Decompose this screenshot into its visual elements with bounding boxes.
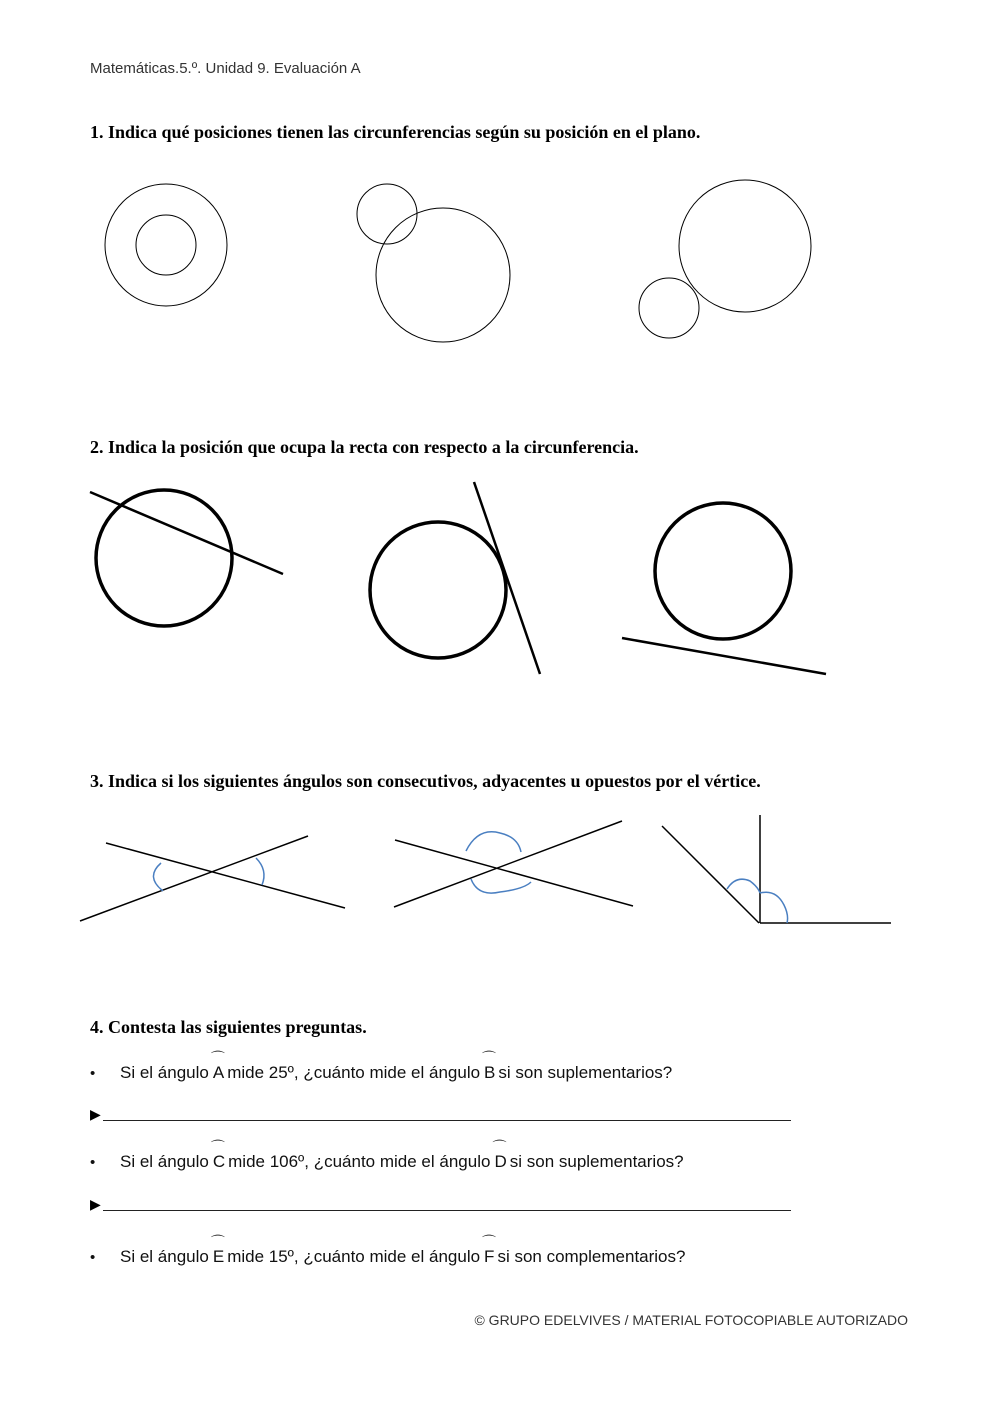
line-circle-figure bbox=[0, 470, 1000, 690]
question-4-title: 4. Contesta las siguientes preguntas. bbox=[90, 1017, 367, 1037]
concentric-outer-circle bbox=[105, 184, 227, 306]
answer-blank[interactable] bbox=[103, 1196, 791, 1211]
concentric-inner-circle bbox=[136, 215, 196, 275]
answer-line-2[interactable] bbox=[90, 1196, 791, 1211]
exterior-circle bbox=[655, 503, 791, 639]
consecutive-angle-arc-1 bbox=[727, 879, 760, 893]
tangent-line bbox=[474, 482, 540, 674]
angle-symbol-e: ⌒ E bbox=[210, 1234, 225, 1266]
adjacent-angle-arc-bottom bbox=[471, 879, 531, 893]
secant-large-circle bbox=[376, 208, 510, 342]
page-header: Matemáticas.5.º. Unidad 9. Evaluación A bbox=[90, 60, 361, 77]
circles-positions-figure bbox=[0, 160, 1000, 380]
angle-symbol-d: ⌒ D bbox=[492, 1139, 507, 1171]
arrow-icon: ▶ bbox=[90, 1196, 101, 1212]
question-4c: • Si el ángulo ⌒ E mide 15º, ¿cuánto mide el ángulo ⌒ F si son complementarios? bbox=[90, 1234, 686, 1266]
exterior-line bbox=[622, 638, 826, 674]
secant-circle bbox=[96, 490, 232, 626]
secant-line bbox=[90, 492, 283, 574]
angle-symbol-a: ⌒ A bbox=[210, 1050, 225, 1082]
bullet-point: • bbox=[90, 1248, 96, 1266]
tangent-large-circle bbox=[679, 180, 811, 312]
angle-symbol-c: ⌒ C bbox=[210, 1139, 226, 1171]
question-2-title: 2. Indica la posición que ocupa la recta con respecto a la circunferencia. bbox=[90, 437, 639, 457]
question-4a: • Si el ángulo ⌒ A mide 25º, ¿cuánto mide el ángulo ⌒ B si son suplementarios? bbox=[90, 1050, 673, 1082]
answer-line-1[interactable] bbox=[90, 1106, 791, 1121]
angle-symbol-b: ⌒ B bbox=[482, 1050, 497, 1082]
tangent-circle bbox=[370, 522, 506, 658]
footer-copyright: © GRUPO EDELVIVES / MATERIAL FOTOCOPIABLE AUTORIZADO bbox=[474, 1312, 908, 1328]
angle-symbol-f: ⌒ F bbox=[482, 1234, 497, 1266]
consecutive-angle-arc-2 bbox=[760, 892, 788, 923]
question-3-title: 3. Indica si los siguientes ángulos son consecutivos, adyacentes u opuestos por el vértice. bbox=[90, 771, 761, 791]
question-4b: • Si el ángulo ⌒ C mide 106º, ¿cuánto mide el ángulo ⌒ D si son suplementarios? bbox=[90, 1139, 684, 1171]
question-1-title: 1. Indica qué posiciones tienen las circunferencias según su posición en el plano. bbox=[90, 122, 701, 142]
adjacent-angle-arc-top bbox=[466, 832, 521, 852]
secant-small-circle bbox=[357, 184, 417, 244]
answer-blank[interactable] bbox=[103, 1106, 791, 1121]
angles-figure bbox=[0, 815, 1000, 945]
bullet-point: • bbox=[90, 1153, 96, 1171]
tangent-small-circle bbox=[639, 278, 699, 338]
opposite-angle-arc-left bbox=[153, 863, 163, 891]
opposite-angle-arc-right bbox=[256, 858, 264, 885]
arrow-icon: ▶ bbox=[90, 1106, 101, 1122]
bullet-point: • bbox=[90, 1064, 96, 1082]
